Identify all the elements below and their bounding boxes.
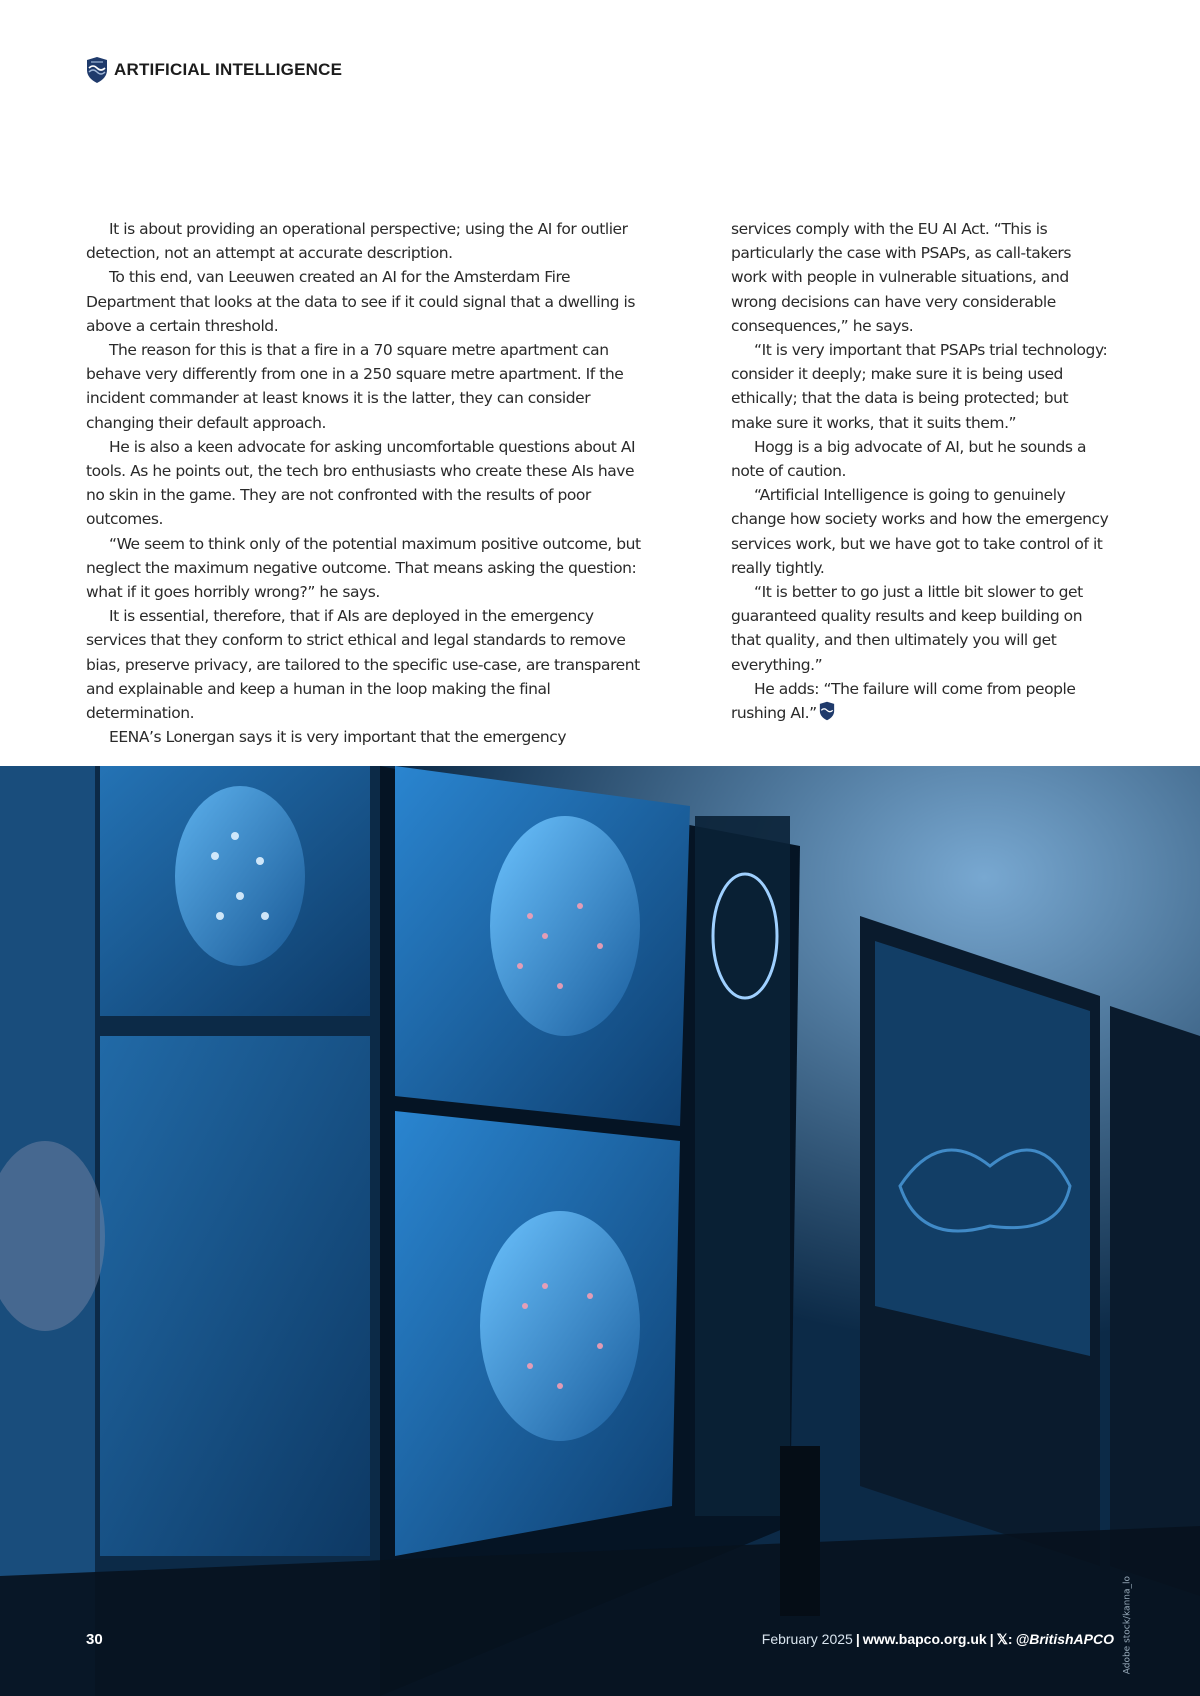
bapco-shield-logo [86,56,108,84]
paragraph: “We seem to think only of the potential maximum positive outcome, but neglect the maximum negative outcome. That means asking the question: what if it goes horribly wrong?” he says. [86,534,641,602]
article-right-column [731,217,1111,725]
paragraph: He is also a keen advocate for asking uncomfortable questions about AI tools. As he points out, the tech bro enthusiasts who create these AIs have no skin in the game. They are not confronted with the results of poor outcomes. [86,437,636,529]
paragraph: EENA’s Lonergan says it is very important that the emergency [109,728,567,747]
section-header [86,56,342,84]
website-link[interactable]: www.bapco.org.uk [862,1631,987,1647]
paragraph: services comply with the EU AI Act. “This is particularly the case with PSAPs, as call-takers work with people in vulnerable situations, and wrong decisions can have very considerable consequences,” he says. [731,220,1071,335]
paragraph: It is essential, therefore, that if AIs are deployed in the emergency services that they conform to strict ethical and legal standards to remove bias, preserve privacy, are tailored to the specific use-case, are transparent and explainable and keep a human in the loop making the final determination. [86,607,640,723]
paragraph-text: He adds: “The failure will come from people rushing AI.” [731,679,1076,723]
paragraph: “Artificial Intelligence is going to genuinely change how society works and how the emergency services work, but we have got to take control of it really tightly. [731,486,1109,577]
separator: | [855,1631,860,1647]
paragraph: To this end, van Leeuwen created an AI for the Amsterdam Fire Department that looks at the data to see if it could signal that a dwelling is above a certain threshold. [86,268,635,335]
page-number: 30 [86,1631,103,1648]
social-handle[interactable]: @BritishAPCO [1015,1631,1114,1647]
paragraph: Hogg is a big advocate of AI, but he sounds a note of caution. [731,437,1087,481]
paragraph: It is about providing an operational perspective; using the AI for outlier detection, not an attempt at accurate description. [86,220,628,263]
x-logo-icon: 𝕏: [996,1631,1013,1647]
paragraph-last [731,677,1111,725]
photo-credit: Adobe stock/kanna_lo [1122,1576,1132,1675]
paragraph: “It is better to go just a little bit slower to get guaranteed quality results and keep building on that quality, and then ultimately you will get everything.” [731,583,1083,674]
bapco-shield-icon [819,701,835,721]
photo-illustration [0,766,1200,1696]
facial-recognition-monitors-photo [0,766,1200,1696]
footer-info [762,1631,1114,1648]
section-title: ARTIFICIAL INTELLIGENCE [114,60,343,79]
separator: | [989,1631,994,1647]
issue-date: February 2025 [761,1631,853,1647]
paragraph: The reason for this is that a fire in a 70 square metre apartment can behave very differently from one in a 250 square metre apartment. If the incident commander at least knows it is the latter, they can consider changing their default approach. [86,341,624,432]
article-left-column [86,217,646,749]
paragraph: “It is very important that PSAPs trial technology: consider it deeply; make sure it is being used ethically; that the data is being protected; but make sure it works, that it suits them.” [731,341,1108,432]
